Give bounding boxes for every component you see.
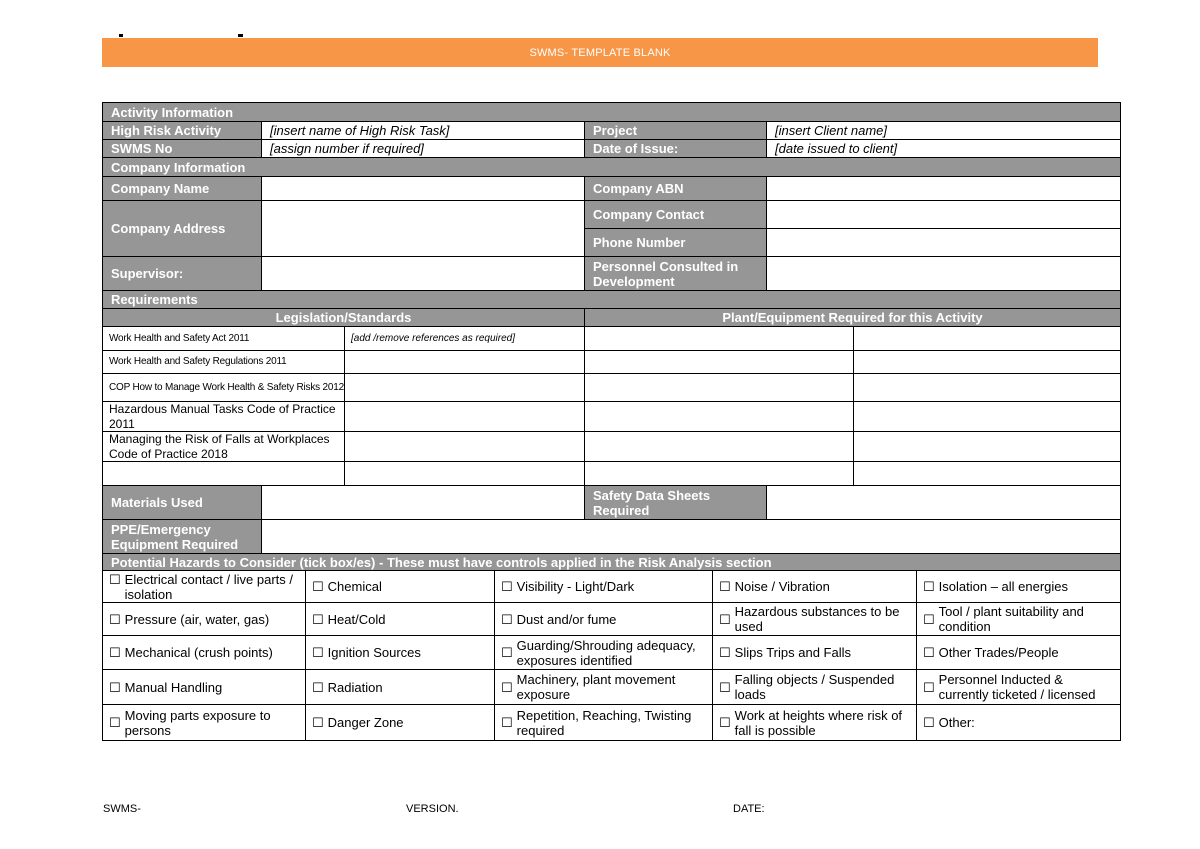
company-address-label: Company Address <box>102 200 262 257</box>
supervisor-field[interactable] <box>261 256 585 291</box>
checkbox-icon: ☐ <box>312 715 324 730</box>
checkbox-icon: ☐ <box>719 611 731 627</box>
hazard-checkbox[interactable] <box>712 602 917 636</box>
checkbox-icon: ☐ <box>501 579 513 594</box>
hazard-label: Electrical contact / live parts / isolation <box>124 572 293 602</box>
checkbox-icon: ☐ <box>109 572 121 587</box>
hazard-label: Ignition Sources <box>327 645 421 660</box>
safety-data-sheets-field[interactable] <box>766 485 1121 520</box>
checkbox-icon: ☐ <box>719 715 731 730</box>
plant-equipment-field[interactable] <box>853 401 1121 432</box>
hazard-label: Other Trades/People <box>938 645 1059 660</box>
plant-equipment-field[interactable] <box>584 401 854 432</box>
plant-equipment-field[interactable] <box>584 326 854 351</box>
hazard-label: Personnel Inducted & currently ticketed / licensed <box>938 672 1096 702</box>
checkbox-icon: ☐ <box>923 645 935 660</box>
plant-equipment-field[interactable] <box>584 373 854 402</box>
phone-number-field[interactable] <box>766 228 1121 257</box>
hazard-label: Other: <box>938 715 975 730</box>
hazard-checkbox[interactable] <box>916 570 1121 603</box>
footer-swms: SWMS- <box>103 803 141 815</box>
legislation-reference-field[interactable] <box>344 350 585 374</box>
hazard-label: Pressure (air, water, gas) <box>124 611 270 627</box>
hazard-label: Machinery, plant movement exposure <box>516 672 676 702</box>
date-of-issue-label: Date of Issue: <box>584 139 767 158</box>
checkbox-icon: ☐ <box>719 679 731 695</box>
company-contact-field[interactable] <box>766 200 1121 229</box>
hazard-label: Heat/Cold <box>327 611 386 627</box>
plant-equipment-field[interactable] <box>853 431 1121 462</box>
hazard-checkbox[interactable] <box>102 602 306 636</box>
hazard-checkbox[interactable] <box>494 570 713 603</box>
plant-equipment-field[interactable] <box>853 461 1121 486</box>
legislation-item: Hazardous Manual Tasks Code of Practice 2011 <box>102 401 345 432</box>
swms-no-field[interactable]: [assign number if required] <box>261 139 585 158</box>
hazard-label: Tool / plant suitability and condition <box>938 604 1084 634</box>
hazard-checkbox[interactable] <box>102 669 306 705</box>
hazard-checkbox[interactable] <box>305 570 495 603</box>
section-requirements: Requirements <box>102 290 1121 309</box>
hazard-checkbox[interactable] <box>305 669 495 705</box>
project-label: Project <box>584 121 767 140</box>
hazard-label: Slips Trips and Falls <box>734 645 851 660</box>
checkbox-icon: ☐ <box>501 715 513 730</box>
checkbox-icon: ☐ <box>312 579 324 594</box>
plant-equipment-header: Plant/Equipment Required for this Activity <box>584 308 1121 327</box>
legislation-reference-field[interactable] <box>344 401 585 432</box>
personnel-consulted-field[interactable] <box>766 256 1121 291</box>
plant-equipment-field[interactable] <box>853 373 1121 402</box>
checkbox-icon: ☐ <box>501 611 513 627</box>
hazard-checkbox[interactable] <box>494 669 713 705</box>
header-mark-left <box>119 34 123 37</box>
checkbox-icon: ☐ <box>312 645 324 660</box>
checkbox-icon: ☐ <box>923 715 935 730</box>
company-address-field[interactable] <box>261 200 585 257</box>
hazard-label: Repetition, Reaching, Twisting required <box>516 707 692 738</box>
hazard-checkbox[interactable] <box>916 635 1121 670</box>
plant-equipment-field[interactable] <box>584 461 854 486</box>
company-contact-label: Company Contact <box>584 200 767 229</box>
legislation-reference-field[interactable] <box>344 461 585 486</box>
materials-used-label: Materials Used <box>102 485 262 520</box>
hazard-checkbox[interactable] <box>494 602 713 636</box>
plant-equipment-field[interactable] <box>853 326 1121 351</box>
checkbox-icon: ☐ <box>109 611 121 627</box>
hazard-checkbox[interactable] <box>494 704 713 741</box>
legislation-empty-field[interactable] <box>102 461 345 486</box>
supervisor-label: Supervisor: <box>102 256 262 291</box>
plant-equipment-field[interactable] <box>584 350 854 374</box>
hazard-checkbox[interactable] <box>712 704 917 741</box>
hazard-checkbox[interactable] <box>712 635 917 670</box>
plant-equipment-field[interactable] <box>584 431 854 462</box>
checkbox-icon: ☐ <box>501 645 513 660</box>
hazard-checkbox[interactable] <box>305 635 495 670</box>
phone-number-label: Phone Number <box>584 228 767 257</box>
company-name-label: Company Name <box>102 176 262 201</box>
legislation-note: [add /remove references as required] <box>344 326 585 351</box>
hazard-label: Manual Handling <box>124 679 223 695</box>
hazard-label: Falling objects / Suspended loads <box>734 672 895 702</box>
high-risk-activity-label: High Risk Activity <box>102 121 262 140</box>
plant-equipment-field[interactable] <box>853 350 1121 374</box>
checkbox-icon: ☐ <box>109 645 121 660</box>
checkbox-icon: ☐ <box>312 611 324 627</box>
hazard-checkbox[interactable] <box>102 570 306 603</box>
hazard-checkbox[interactable] <box>916 602 1121 636</box>
company-name-field[interactable] <box>261 176 585 201</box>
checkbox-icon: ☐ <box>109 715 121 730</box>
ppe-emergency-label: PPE/Emergency Equipment Required <box>102 519 262 554</box>
hazard-checkbox[interactable] <box>916 669 1121 705</box>
hazard-label: Mechanical (crush points) <box>124 645 273 660</box>
section-potential-hazards: Potential Hazards to Consider (tick box/es) - These must have controls applied in the Risk Analysis section <box>102 553 1121 571</box>
legislation-item: Work Health and Safety Regulations 2011 <box>102 350 345 374</box>
checkbox-icon: ☐ <box>109 679 121 695</box>
date-of-issue-field[interactable]: [date issued to client] <box>766 139 1121 158</box>
checkbox-icon: ☐ <box>719 579 731 594</box>
legislation-item: Work Health and Safety Act 2011 <box>102 326 345 351</box>
footer-date: DATE: <box>733 803 765 815</box>
hazard-label: Danger Zone <box>327 715 404 730</box>
legislation-item: Managing the Risk of Falls at Workplaces Code of Practice 2018 <box>102 431 345 462</box>
swms-no-label: SWMS No <box>102 139 262 158</box>
template-banner: SWMS- TEMPLATE BLANK <box>102 38 1098 67</box>
legislation-reference-field[interactable] <box>344 373 585 402</box>
hazard-checkbox[interactable] <box>305 602 495 636</box>
hazard-checkbox[interactable] <box>712 570 917 603</box>
checkbox-icon: ☐ <box>923 679 935 695</box>
ppe-emergency-field[interactable] <box>261 519 1121 554</box>
hazard-label: Moving parts exposure to persons <box>124 707 271 738</box>
hazard-label: Dust and/or fume <box>516 611 617 627</box>
high-risk-activity-field[interactable]: [insert name of High Risk Task] <box>261 121 585 140</box>
checkbox-icon: ☐ <box>923 579 935 594</box>
project-field[interactable]: [insert Client name] <box>766 121 1121 140</box>
hazard-checkbox[interactable] <box>916 704 1121 741</box>
hazard-label: Radiation <box>327 679 383 695</box>
checkbox-icon: ☐ <box>501 679 513 695</box>
hazard-label: Visibility - Light/Dark <box>516 579 635 594</box>
footer-version: VERSION. <box>406 803 459 815</box>
hazard-checkbox[interactable] <box>102 635 306 670</box>
safety-data-sheets-label: Safety Data Sheets Required <box>584 485 767 520</box>
hazard-checkbox[interactable] <box>305 704 495 741</box>
hazard-label: Hazardous substances to be used <box>734 604 900 634</box>
hazard-checkbox[interactable] <box>712 669 917 705</box>
checkbox-icon: ☐ <box>312 679 324 695</box>
hazard-label: Isolation – all energies <box>938 579 1069 594</box>
materials-used-field[interactable] <box>261 485 585 520</box>
checkbox-icon: ☐ <box>719 645 731 660</box>
checkbox-icon: ☐ <box>923 611 935 627</box>
section-activity-information: Activity Information <box>102 102 1121 122</box>
header-mark-right <box>238 34 243 37</box>
company-abn-field[interactable] <box>766 176 1121 201</box>
section-company-information: Company Information <box>102 157 1121 177</box>
personnel-consulted-label: Personnel Consulted in Development <box>584 256 767 291</box>
hazard-label: Noise / Vibration <box>734 579 830 594</box>
company-abn-label: Company ABN <box>584 176 767 201</box>
hazard-checkbox[interactable] <box>102 704 306 741</box>
hazard-label: Chemical <box>327 579 382 594</box>
legislation-item: COP How to Manage Work Health & Safety Risks 2012 <box>102 373 345 402</box>
hazard-checkbox[interactable] <box>494 635 713 670</box>
legislation-reference-field[interactable] <box>344 431 585 462</box>
hazard-label: Guarding/Shrouding adequacy, exposures identified <box>516 637 696 668</box>
hazard-label: Work at heights where risk of fall is possible <box>734 707 903 738</box>
legislation-header: Legislation/Standards <box>102 308 585 327</box>
